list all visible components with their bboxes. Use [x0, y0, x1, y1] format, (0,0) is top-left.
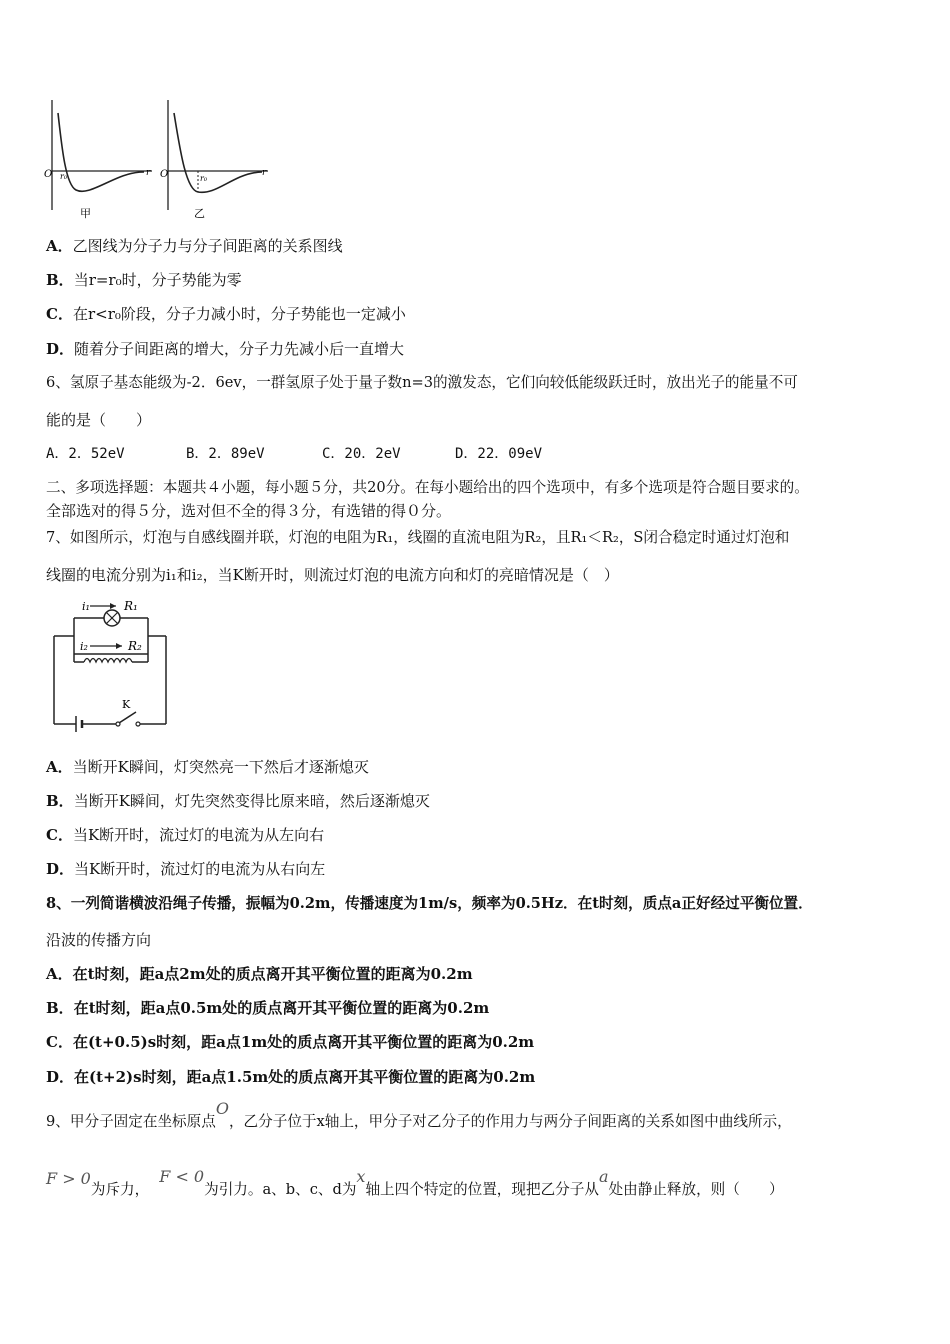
- q8-option-a: A．在t时刻，距a点2m处的质点离开其平衡位置的距离为0.2m: [46, 965, 473, 983]
- i1-label: i₁: [82, 600, 90, 613]
- q8-stem-line1: 8、一列简谐横波沿绳子传播，振幅为0.2m，传播速度为1m/s，频率为0.5Hz．在t时刻，质点a正好经过平衡位置．: [46, 895, 813, 912]
- left-origin-label: O: [44, 169, 53, 180]
- q8-option-d: D．在(t+2)s时刻，距a点1.5m处的质点离开其平衡位置的距离为0.2m: [46, 1068, 536, 1086]
- q7-option-a: A．当断开K瞬间，灯突然亮一下然后才逐渐熄灭: [46, 758, 369, 776]
- inductor-lamp-circuit: [44, 596, 176, 738]
- right-axis-label: r: [262, 168, 267, 178]
- q6-stem-line2: 能的是（ ）: [46, 411, 152, 429]
- q6-stem-line1: 6、氢原子基态能级为-2．6ev，一群氢原子处于量子数n=3的激发态，它们向较低能级跃迁时，放出光子的能量不可: [46, 374, 798, 391]
- k-label: K: [122, 698, 131, 711]
- math-f-positive: F > 0: [46, 1169, 91, 1188]
- q8-option-b: B．在t时刻，距a点0.5m处的质点离开其平衡位置的距离为0.2m: [46, 999, 490, 1017]
- q7-option-c: C．当K断开时，流过灯的电流为从左向右: [46, 826, 325, 844]
- left-r0-label: r₀: [60, 172, 68, 181]
- right-origin-label: O: [160, 169, 169, 180]
- i2-label: i₂: [80, 640, 88, 653]
- q8-option-c: C．在(t+0.5)s时刻，距a点1m处的质点离开其平衡位置的距离为0.2m: [46, 1033, 535, 1051]
- r1-label: R₁: [124, 599, 138, 613]
- q5-option-a: A．乙图线为分子力与分子间距离的关系图线: [46, 237, 343, 255]
- q9-stem-line1: 9、甲分子固定在坐标原点O，乙分子位于x轴上，甲分子对乙分子的作用力与两分子间距离的关系如图中曲线所示，: [46, 1099, 792, 1130]
- q5-option-b: B．当r=r₀时，分子势能为零: [46, 271, 242, 289]
- q8-stem-line2: 沿波的传播方向: [46, 931, 152, 949]
- q7-stem-line2: 线圈的电流分别为i₁和i₂，当K断开时，则流过灯泡的电流方向和灯的亮暗情况是（ ）: [46, 566, 619, 584]
- math-a: a: [598, 1167, 609, 1186]
- math-x: x: [356, 1167, 366, 1186]
- q6-option-c: C．20．2eV: [322, 446, 401, 462]
- molecular-force-graphs: [40, 95, 275, 225]
- section2-line1: 二、多项选择题：本题共４小题，每小题５分，共20分。在每小题给出的四个选项中，有多个选项是符合题目要求的。: [46, 479, 809, 496]
- switch-icon: [119, 712, 136, 723]
- q6-option-d: D．22．09eV: [455, 446, 543, 462]
- left-caption: 甲: [80, 207, 91, 220]
- inductor-coil-icon: [84, 659, 132, 663]
- section2-line2: 全部选对的得５分，选对但不全的得３分，有选错的得０分。: [46, 502, 452, 520]
- r2-label: R₂: [128, 639, 142, 653]
- left-axis-label: r: [146, 168, 151, 178]
- right-caption: 乙: [194, 207, 205, 220]
- q7-stem-line1: 7、如图所示，灯泡与自感线圈并联，灯泡的电阻为R₁，线圈的直流电阻为R₂，且R₁＜R₂，S闭合稳定时通过灯泡和: [46, 529, 790, 546]
- q9-stem-line2: F > 0为斥力，F < 0为引力。a、b、c、d为x轴上四个特定的位置，现把乙分子从a处由静止释放，则（ ）: [46, 1167, 784, 1198]
- q7-option-b: B．当断开K瞬间，灯先突然变得比原来暗，然后逐渐熄灭: [46, 792, 430, 810]
- math-f-negative: F < 0: [159, 1167, 205, 1186]
- q7-option-d: D．当K断开时，流过灯的电流为从右向左: [46, 860, 326, 878]
- math-origin-o: O: [215, 1099, 229, 1118]
- q5-option-d: D．随着分子间距离的增大，分子力先减小后一直增大: [46, 340, 405, 358]
- right-r0-label: r₀: [200, 174, 208, 183]
- q6-option-a: A．2．52eV: [46, 446, 125, 462]
- q5-option-c: C．在r<r₀阶段，分子力减小时，分子势能也一定减小: [46, 305, 406, 323]
- q6-option-b: B．2．89eV: [186, 446, 265, 462]
